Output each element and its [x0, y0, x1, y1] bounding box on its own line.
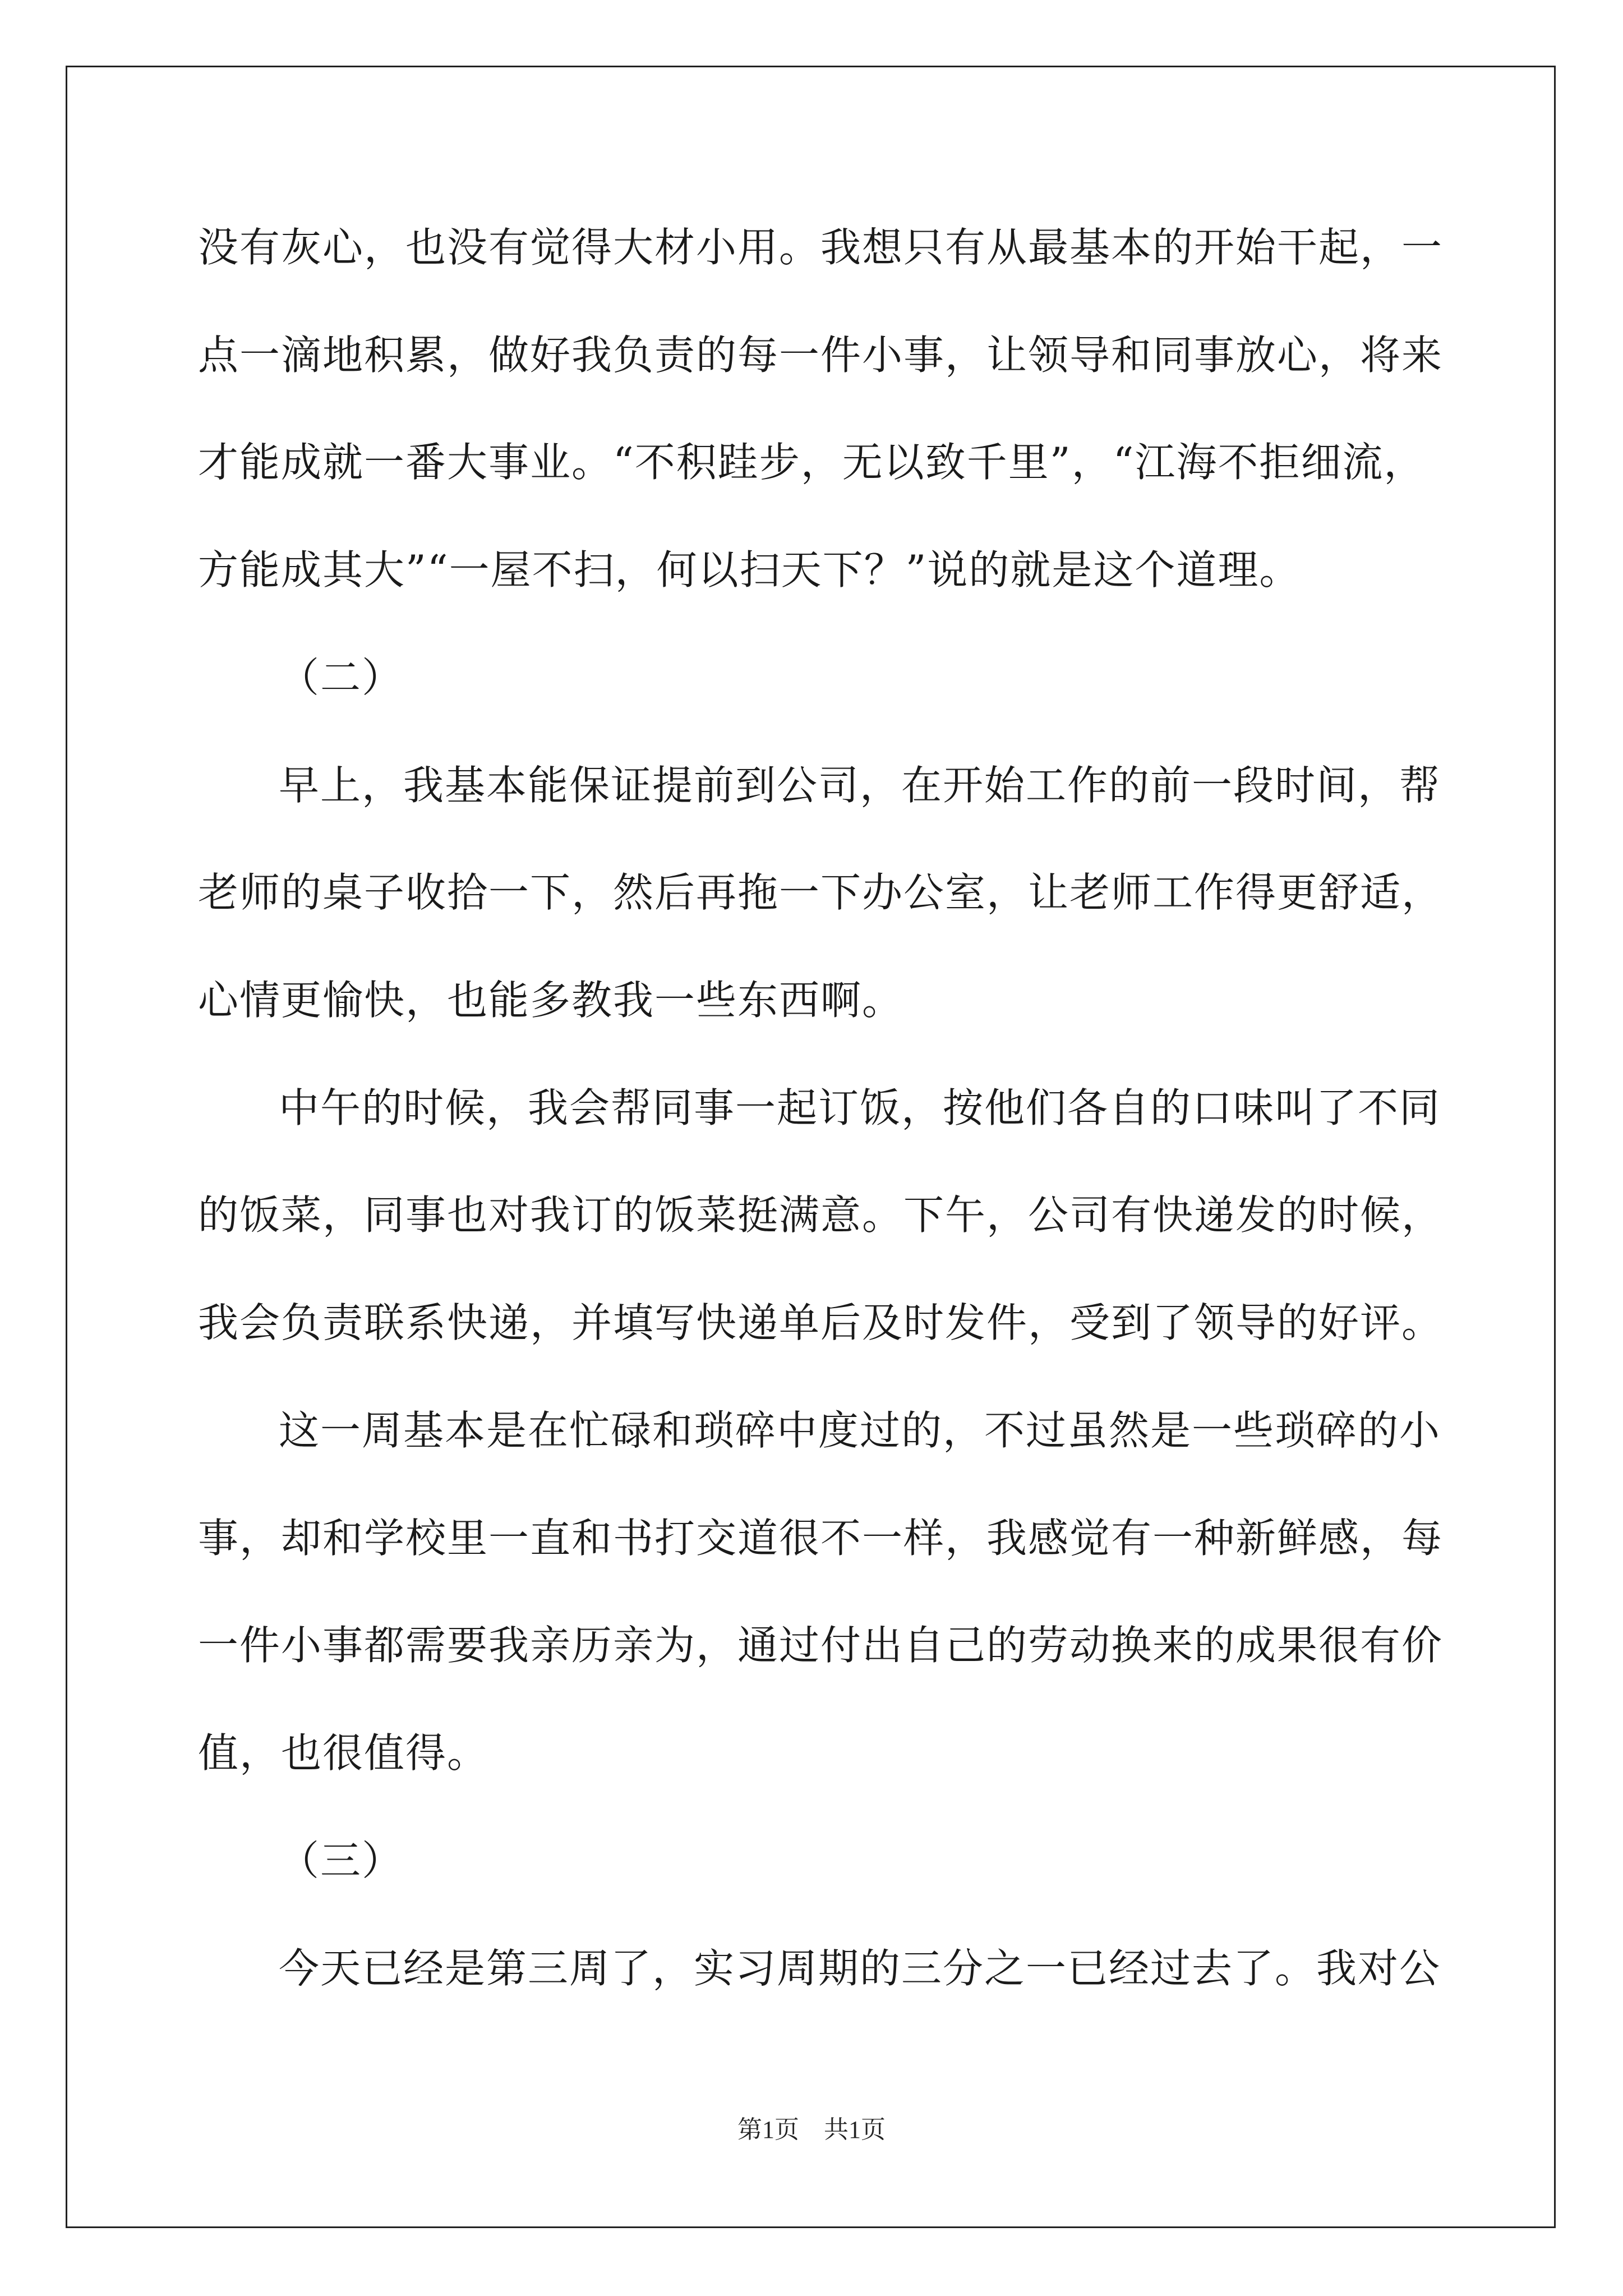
- text-line: 这一周基本是在忙碌和琐碎中度过的，不过虽然是一些琐碎的小: [279, 1407, 1441, 1454]
- text-line: 老师的桌子收拾一下，然后再拖一下办公室，让老师工作得更舒适，: [198, 869, 1444, 916]
- text-line: 我会负责联系快递，并填写快递单后及时发件，受到了领导的好评。: [198, 1299, 1444, 1346]
- text-line: 早上，我基本能保证提前到公司，在开始工作的前一段时间，帮: [279, 762, 1441, 809]
- text-line: 的饭菜，同事也对我订的饭菜挺满意。下午，公司有快递发的时候，: [198, 1191, 1444, 1239]
- page-border: [66, 66, 1556, 2228]
- text-line: 点一滴地积累，做好我负责的每一件小事，让领导和同事放心，将来: [198, 332, 1444, 379]
- text-line: 事，却和学校里一直和书打交道很不一样，我感觉有一种新鲜感，每: [198, 1515, 1444, 1562]
- text-line: 才能成就一番大事业。“不积跬步，无以致千里”，“江海不拒细流，: [198, 439, 1426, 486]
- text-line: 心情更愉快，也能多教我一些东西啊。: [198, 977, 904, 1024]
- section-heading: （二）: [279, 654, 404, 701]
- page-number-footer: 第1页 共1页: [737, 2116, 886, 2143]
- text-line: 中午的时候，我会帮同事一起订饭，按他们各自的口味叫了不同: [279, 1084, 1441, 1131]
- text-line: 方能成其大”“一屋不扫，何以扫天下？”说的就是这个道理。: [198, 546, 1301, 593]
- text-line: 没有灰心，也没有觉得大材小用。我想只有从最基本的开始干起，一: [198, 224, 1444, 271]
- text-line: 今天已经是第三周了，实习周期的三分之一已经过去了。我对公: [279, 1945, 1441, 1992]
- text-line: 值，也很值得。: [198, 1729, 489, 1777]
- text-line: 一件小事都需要我亲历亲为，通过付出自己的劳动换来的成果很有价: [198, 1622, 1444, 1669]
- section-heading: （三）: [279, 1837, 404, 1884]
